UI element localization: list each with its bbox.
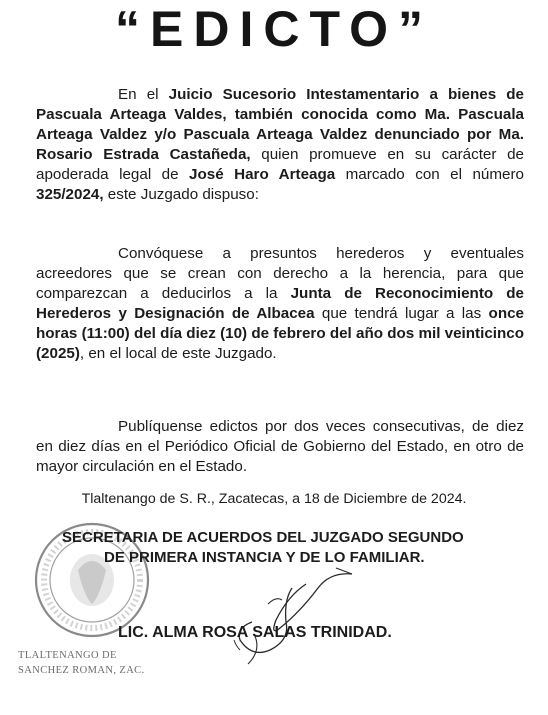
seal-location (18, 648, 188, 678)
p2-text-3: , en el local de este Juzgado. (79, 345, 277, 362)
p1-bold-3: 325/2024, (36, 186, 104, 203)
p1-text-3: marcado con el número (335, 166, 524, 183)
p1-bold-1: Juicio Sucesorio Intestamentario a bienes de Pascuala Arteaga Valdes, también conocida como Ma. Pascuala Arteaga Valdez y/o Pascuala Arteaga Valdez denunciado por Ma. Rosario Estrada Castañeda, (36, 86, 524, 163)
p1-text-4: este Juzgado dispuso: (103, 186, 259, 203)
p2-text-2: que tendrá lugar a las (314, 305, 489, 322)
p1-text-2: quien promueve en su carácter de apoderada legal de (36, 146, 524, 183)
office-line-2: DE PRIMERA INSTANCIA Y DE LO FAMILIAR. (104, 549, 425, 566)
p1-bold-2: José Haro Arteaga (189, 166, 336, 183)
place-and-date: Tlaltenango de S. R., Zacatecas, a 18 de Diciembre de 2024. (81, 491, 467, 507)
p2-bold-1: Junta de Reconocimiento de Herederos y Designación de Albacea (36, 285, 524, 322)
signer-name: LIC. ALMA ROSA SALAS TRINIDAD. (118, 624, 392, 641)
p1-text-1: En el (118, 86, 169, 103)
p2-text-1: Convóquese a presuntos herederos y eventuales acreedores que se crean con derecho a la herencia, para que comparezcan a deducirlos a la (36, 245, 524, 302)
p3-text: Publíquense edictos por dos veces consecutivas, de diez en diez días en el Periódico Oficial de Gobierno del Estado, en otro de mayor circulación en el Estado. (36, 418, 524, 475)
office-line-1: SECRETARIA DE ACUERDOS DEL JUZGADO SEGUNDO (62, 529, 464, 546)
document-title: “EDICTO” (115, 1, 433, 57)
seal-line-1: TLALTENANGO DE (18, 650, 117, 661)
seal-line-2: SANCHEZ ROMAN, ZAC. (18, 665, 145, 676)
p2-bold-2: once horas (11:00) del día diez (10) de febrero del año dos mil veinticinco (2025) (36, 305, 524, 362)
